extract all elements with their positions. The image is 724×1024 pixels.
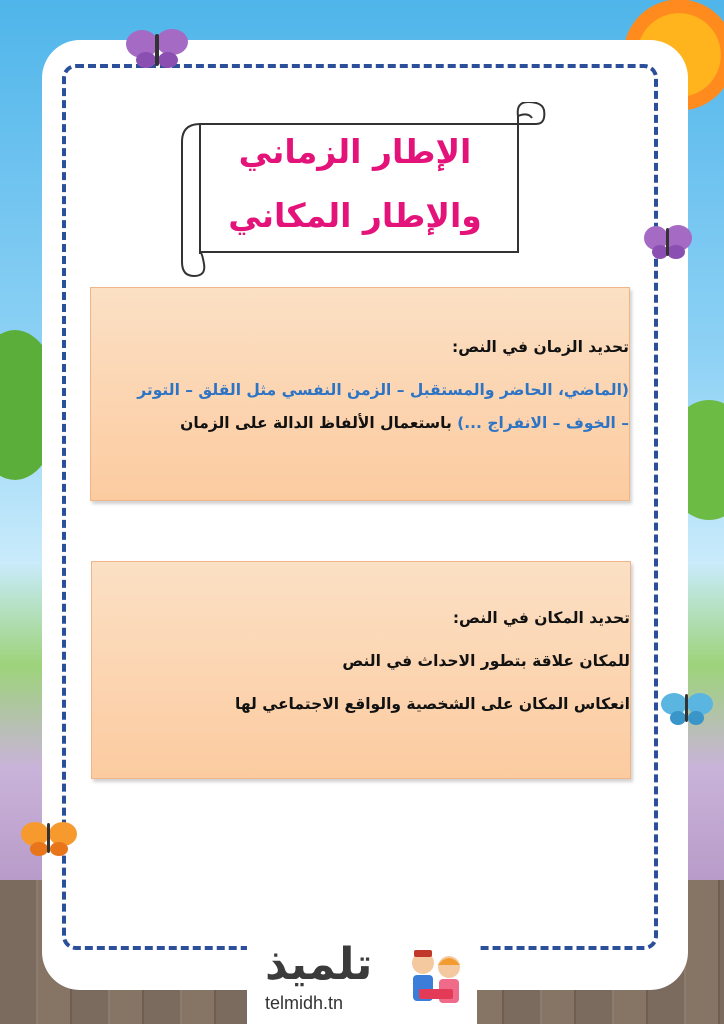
place-section-box xyxy=(91,561,631,779)
butterfly-orange-icon xyxy=(20,818,78,860)
time-section-line-2-black: باستعمال الألفاظ الدالة على الزمان xyxy=(180,414,458,432)
time-section-heading: تحديد الزمان في النص: xyxy=(452,338,629,356)
time-section-box xyxy=(90,287,630,501)
butterfly-blue-icon xyxy=(660,690,714,728)
butterfly-purple-top-icon xyxy=(124,26,190,70)
place-section-line-2: انعكاس المكان على الشخصية والواقع الاجتماعي لها xyxy=(235,695,630,713)
scroll-banner xyxy=(176,102,548,278)
place-section-line-1: للمكان علاقة بتطور الاحداث في النص xyxy=(342,652,630,670)
logo-url-text: telmidh.tn xyxy=(265,993,344,1013)
site-logo[interactable] xyxy=(247,935,477,1024)
title-line-1: الإطار الزماني xyxy=(238,132,472,171)
time-section-line-2-blue: – الخوف – الانفراج ...) xyxy=(457,414,629,432)
logo-arabic-text: تلميذ xyxy=(265,939,373,990)
place-section-heading: تحديد المكان في النص: xyxy=(452,609,630,627)
time-section-line-2 xyxy=(109,414,629,432)
title-line-2: والإطار المكاني xyxy=(228,196,482,235)
kids-reading-icon xyxy=(405,945,467,1015)
time-section-line-1: (الماضي، الحاضر والمستقبل – الزمن النفسي مثل القلق – التوتر xyxy=(137,381,629,399)
butterfly-purple-right-icon xyxy=(642,222,694,262)
